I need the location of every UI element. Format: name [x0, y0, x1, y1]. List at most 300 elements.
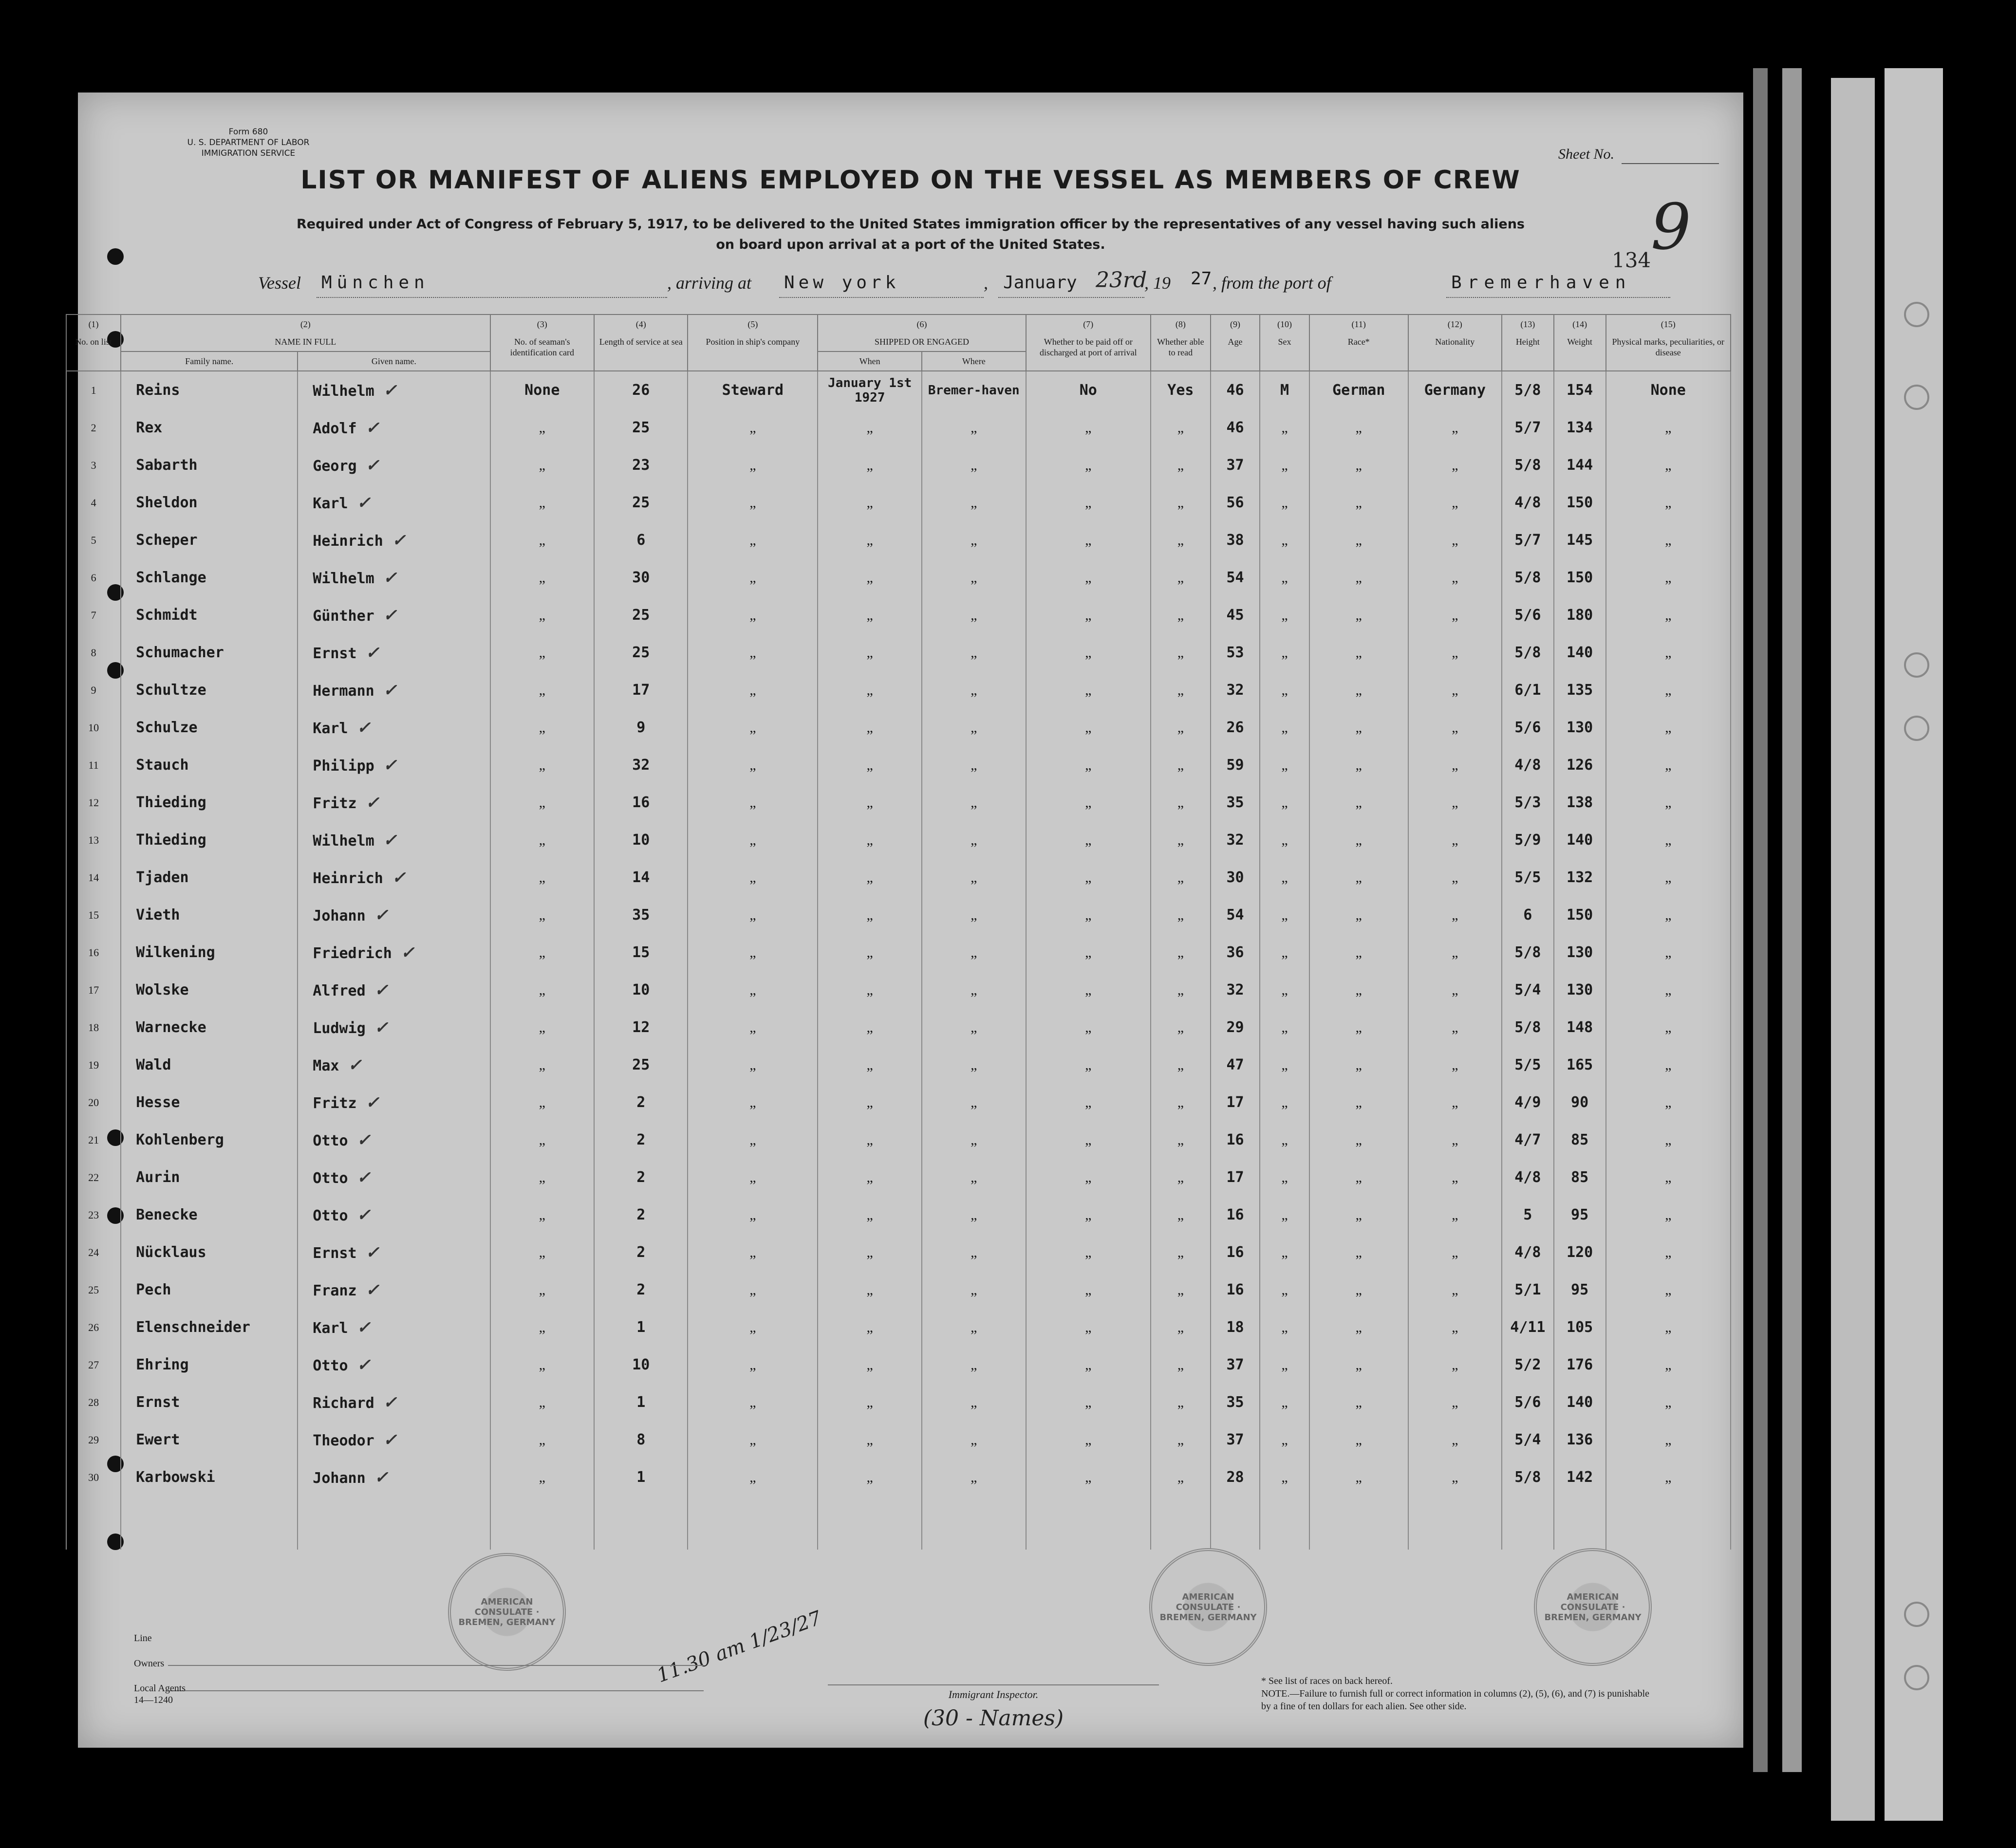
- age: 32: [1211, 971, 1260, 1009]
- col-header-card: (3) No. of seaman's identification card: [490, 314, 595, 371]
- row-number: 5: [66, 521, 121, 559]
- able-to-read: Yes: [1151, 371, 1211, 409]
- subtitle-line-1: Required under Act of Congress of February 5, 1917, to be delivered to the United States immigration officer by the representatives of any vessel having such aliens: [296, 217, 1525, 232]
- service-length: 16: [594, 784, 688, 821]
- physical-marks: „: [1606, 521, 1731, 559]
- given-name: [298, 1384, 490, 1421]
- sex: „: [1260, 1421, 1309, 1459]
- service-length: 2: [594, 1159, 688, 1196]
- paid-off: „: [1026, 1009, 1151, 1046]
- physical-marks: „: [1606, 821, 1731, 859]
- table-row: [66, 1159, 1731, 1196]
- id-card: „: [490, 1421, 595, 1459]
- row-number: 7: [66, 596, 121, 634]
- race: „: [1309, 1196, 1408, 1234]
- id-card: „: [490, 484, 595, 521]
- height: 5/1: [1502, 1271, 1554, 1309]
- punch-hole: [107, 248, 124, 265]
- physical-marks: „: [1606, 971, 1731, 1009]
- physical-marks: „: [1606, 671, 1731, 709]
- age: 35: [1211, 784, 1260, 821]
- physical-marks: „: [1606, 746, 1731, 784]
- table-row: [66, 746, 1731, 784]
- shipped-where: „: [922, 1384, 1026, 1421]
- id-card: „: [490, 934, 595, 971]
- blank-cell: [298, 1496, 490, 1550]
- col-header-name: (2) NAME IN FULL: [121, 314, 490, 351]
- weight: 140: [1554, 634, 1606, 671]
- inspector-signature-line: [828, 1684, 1159, 1731]
- weight: 130: [1554, 971, 1606, 1009]
- id-card: „: [490, 446, 595, 484]
- nationality: „: [1408, 634, 1502, 671]
- row-number: 22: [66, 1159, 121, 1196]
- age: 37: [1211, 1346, 1260, 1384]
- blank-row: [66, 1496, 1731, 1550]
- physical-marks: „: [1606, 409, 1731, 446]
- age: 59: [1211, 746, 1260, 784]
- nationality: „: [1408, 934, 1502, 971]
- paid-off: „: [1026, 1309, 1151, 1346]
- given-name-text: Alfred: [313, 982, 366, 999]
- service-length: 9: [594, 709, 688, 746]
- sex: „: [1260, 484, 1309, 521]
- physical-marks: „: [1606, 1459, 1731, 1496]
- sex: „: [1260, 1196, 1309, 1234]
- position: „: [688, 784, 818, 821]
- family-name: Pech: [121, 1271, 298, 1309]
- id-card: „: [490, 1459, 595, 1496]
- position: „: [688, 446, 818, 484]
- shipped-where: „: [922, 1196, 1026, 1234]
- family-name: Thieding: [121, 784, 298, 821]
- given-name: [298, 1346, 490, 1384]
- given-name: [298, 1421, 490, 1459]
- row-number: 9: [66, 671, 121, 709]
- height: 4/7: [1502, 1121, 1554, 1159]
- department-name: U. S. DEPARTMENT OF LABOR: [187, 138, 310, 148]
- given-name-text: Hermann: [313, 682, 374, 700]
- given-name-text: Otto: [313, 1207, 348, 1224]
- row-number: 28: [66, 1384, 121, 1421]
- service-length: 10: [594, 971, 688, 1009]
- given-name: [298, 1046, 490, 1084]
- race: „: [1309, 709, 1408, 746]
- shipped-when: January 1st 1927: [818, 371, 922, 409]
- race: „: [1309, 1421, 1408, 1459]
- blank-cell: [1554, 1496, 1606, 1550]
- weight: 95: [1554, 1196, 1606, 1234]
- nationality: „: [1408, 784, 1502, 821]
- physical-marks: „: [1606, 1009, 1731, 1046]
- shipped-when: „: [818, 709, 922, 746]
- given-name-text: Wilhelm: [313, 832, 374, 850]
- row-number: 10: [66, 709, 121, 746]
- paid-off: „: [1026, 596, 1151, 634]
- sex: „: [1260, 446, 1309, 484]
- family-name: Nücklaus: [121, 1234, 298, 1271]
- height: 5/6: [1502, 596, 1554, 634]
- table-row: [66, 1234, 1731, 1271]
- id-card: None: [490, 371, 595, 409]
- position: „: [688, 1459, 818, 1496]
- row-number: 19: [66, 1046, 121, 1084]
- given-name-text: Max: [313, 1057, 339, 1074]
- arrival-date-line: [998, 297, 1144, 298]
- binder-ring: [1904, 1665, 1929, 1690]
- service-length: 1: [594, 1384, 688, 1421]
- physical-marks: „: [1606, 559, 1731, 596]
- table-row: [66, 1459, 1731, 1496]
- given-name: [298, 784, 490, 821]
- family-name: Thieding: [121, 821, 298, 859]
- table-row: [66, 671, 1731, 709]
- row-number: 15: [66, 896, 121, 934]
- service-name: IMMIGRATION SERVICE: [201, 148, 296, 158]
- weight: 176: [1554, 1346, 1606, 1384]
- shipped-when: „: [818, 1121, 922, 1159]
- check-mark: ✓: [365, 1092, 380, 1112]
- row-number: 27: [66, 1346, 121, 1384]
- nationality: „: [1408, 1421, 1502, 1459]
- service-length: 1: [594, 1459, 688, 1496]
- shipped-when: „: [818, 821, 922, 859]
- race: „: [1309, 1271, 1408, 1309]
- footer-labels: [134, 1626, 670, 1706]
- blank-cell: [1151, 1496, 1211, 1550]
- given-name: [298, 409, 490, 446]
- blank-cell: [1211, 1496, 1260, 1550]
- table-row: [66, 1271, 1731, 1309]
- sex: „: [1260, 1084, 1309, 1121]
- arriving-port-line: [779, 297, 984, 298]
- check-mark: ✓: [383, 1392, 397, 1412]
- age: 54: [1211, 559, 1260, 596]
- row-number: 6: [66, 559, 121, 596]
- height: 5/4: [1502, 1421, 1554, 1459]
- race: „: [1309, 934, 1408, 971]
- paid-off: „: [1026, 409, 1151, 446]
- position: „: [688, 1309, 818, 1346]
- given-name: [298, 1009, 490, 1046]
- check-mark: ✓: [383, 830, 397, 850]
- check-mark: ✓: [383, 605, 397, 625]
- physical-marks: „: [1606, 859, 1731, 896]
- nationality: „: [1408, 859, 1502, 896]
- height: 5/6: [1502, 709, 1554, 746]
- physical-marks: „: [1606, 784, 1731, 821]
- table-row: [66, 1009, 1731, 1046]
- table-row: [66, 559, 1731, 596]
- shipped-when: „: [818, 1271, 922, 1309]
- service-length: 10: [594, 821, 688, 859]
- shipped-where: „: [922, 1421, 1026, 1459]
- col-header-shipped: (6) SHIPPED OR ENGAGED: [818, 314, 1026, 351]
- given-name-text: Ludwig: [313, 1019, 366, 1037]
- nationality: „: [1408, 896, 1502, 934]
- paid-off: „: [1026, 1196, 1151, 1234]
- check-mark: ✓: [356, 718, 371, 738]
- year-prefix: , 19: [1144, 273, 1171, 293]
- position: „: [688, 821, 818, 859]
- sex: „: [1260, 671, 1309, 709]
- vessel-name: München: [321, 273, 429, 293]
- service-length: 2: [594, 1234, 688, 1271]
- given-name: [298, 709, 490, 746]
- given-name: [298, 1271, 490, 1309]
- age: 54: [1211, 896, 1260, 934]
- check-mark: ✓: [374, 905, 389, 925]
- row-number: 4: [66, 484, 121, 521]
- position: „: [688, 1159, 818, 1196]
- row-number: 3: [66, 446, 121, 484]
- able-to-read: „: [1151, 1309, 1211, 1346]
- nationality: „: [1408, 1121, 1502, 1159]
- nationality: „: [1408, 1046, 1502, 1084]
- table-row: [66, 1384, 1731, 1421]
- weight: 150: [1554, 484, 1606, 521]
- given-name-text: Heinrich: [313, 532, 383, 550]
- position: „: [688, 1046, 818, 1084]
- given-name-text: Fritz: [313, 1094, 357, 1112]
- table-row: [66, 1421, 1731, 1459]
- given-name: [298, 971, 490, 1009]
- height: 6/1: [1502, 671, 1554, 709]
- vessel-info-row: [258, 268, 1670, 302]
- col-header-sex: (10) Sex: [1260, 314, 1309, 371]
- id-card: „: [490, 821, 595, 859]
- given-name: [298, 821, 490, 859]
- shipped-where: „: [922, 1159, 1026, 1196]
- paid-off: „: [1026, 746, 1151, 784]
- shipped-where: „: [922, 1084, 1026, 1121]
- form-number: Form 680: [228, 127, 268, 137]
- weight: 132: [1554, 859, 1606, 896]
- blank-cell: [1026, 1496, 1151, 1550]
- sex: „: [1260, 1459, 1309, 1496]
- race: „: [1309, 1309, 1408, 1346]
- given-name-text: Ernst: [313, 1244, 357, 1262]
- check-mark: ✓: [374, 1017, 389, 1037]
- paid-off: „: [1026, 821, 1151, 859]
- weight: 148: [1554, 1009, 1606, 1046]
- paid-off: „: [1026, 1234, 1151, 1271]
- height: 5/7: [1502, 409, 1554, 446]
- given-name-text: Georg: [313, 457, 357, 475]
- footer-agents-row: [134, 1682, 670, 1706]
- id-card: „: [490, 746, 595, 784]
- service-length: 32: [594, 746, 688, 784]
- given-name-text: Karl: [313, 1319, 348, 1337]
- height: 5/4: [1502, 971, 1554, 1009]
- physical-marks: „: [1606, 709, 1731, 746]
- able-to-read: „: [1151, 1121, 1211, 1159]
- weight: 95: [1554, 1271, 1606, 1309]
- position: „: [688, 971, 818, 1009]
- sex: „: [1260, 596, 1309, 634]
- race: „: [1309, 446, 1408, 484]
- able-to-read: „: [1151, 859, 1211, 896]
- check-mark: ✓: [392, 530, 406, 550]
- age: 16: [1211, 1271, 1260, 1309]
- table-row: [66, 446, 1731, 484]
- height: 5/8: [1502, 634, 1554, 671]
- weight: 145: [1554, 521, 1606, 559]
- id-card: „: [490, 784, 595, 821]
- service-length: 12: [594, 1009, 688, 1046]
- given-name-text: Otto: [313, 1169, 348, 1187]
- page-edge-strip: [1782, 68, 1802, 1772]
- consulate-seal: AMERICAN CONSULATE · BREMEN, GERMANY: [1149, 1548, 1267, 1666]
- id-card: „: [490, 1196, 595, 1234]
- nationality: „: [1408, 1459, 1502, 1496]
- nationality: „: [1408, 1234, 1502, 1271]
- row-number: 16: [66, 934, 121, 971]
- nationality: „: [1408, 1271, 1502, 1309]
- family-name: Wald: [121, 1046, 298, 1084]
- position: „: [688, 634, 818, 671]
- height: 5/2: [1502, 1346, 1554, 1384]
- col-header-weight: (14) Weight: [1554, 314, 1606, 371]
- family-name: Schulze: [121, 709, 298, 746]
- given-name: [298, 634, 490, 671]
- sex: „: [1260, 821, 1309, 859]
- id-card: „: [490, 859, 595, 896]
- race: „: [1309, 521, 1408, 559]
- check-mark: ✓: [365, 1280, 380, 1300]
- service-length: 26: [594, 371, 688, 409]
- table-row: [66, 1046, 1731, 1084]
- shipped-where: „: [922, 634, 1026, 671]
- service-length: 14: [594, 859, 688, 896]
- check-mark: ✓: [356, 1167, 371, 1187]
- given-name-text: Günther: [313, 607, 374, 625]
- binder-ring: [1904, 302, 1929, 327]
- nationality: Germany: [1408, 371, 1502, 409]
- height: 4/8: [1502, 746, 1554, 784]
- footer-line-row: [134, 1626, 670, 1651]
- shipped-where: „: [922, 1346, 1026, 1384]
- family-name: Schultze: [121, 671, 298, 709]
- race: „: [1309, 634, 1408, 671]
- row-number: 23: [66, 1196, 121, 1234]
- sheet-number-handwritten: 9: [1651, 190, 1691, 264]
- race: „: [1309, 1384, 1408, 1421]
- sex: „: [1260, 1271, 1309, 1309]
- sex: „: [1260, 559, 1309, 596]
- shipped-when: „: [818, 896, 922, 934]
- arriving-label: , arriving at: [667, 273, 752, 293]
- able-to-read: „: [1151, 1046, 1211, 1084]
- table-row: [66, 1346, 1731, 1384]
- position: Steward: [688, 371, 818, 409]
- sex: „: [1260, 971, 1309, 1009]
- shipped-where: „: [922, 596, 1026, 634]
- position: „: [688, 671, 818, 709]
- height: 6: [1502, 896, 1554, 934]
- row-number: 17: [66, 971, 121, 1009]
- row-number: 24: [66, 1234, 121, 1271]
- race: „: [1309, 671, 1408, 709]
- weight: 144: [1554, 446, 1606, 484]
- age: 18: [1211, 1309, 1260, 1346]
- height: 5/7: [1502, 521, 1554, 559]
- check-mark: ✓: [356, 493, 371, 513]
- page-number: 134: [1612, 248, 1651, 272]
- check-mark: ✓: [356, 1355, 371, 1375]
- check-mark: ✓: [374, 1467, 389, 1487]
- height: 4/8: [1502, 1234, 1554, 1271]
- table-row: [66, 859, 1731, 896]
- race: „: [1309, 1046, 1408, 1084]
- row-number: 12: [66, 784, 121, 821]
- family-name: Wilkening: [121, 934, 298, 971]
- given-name: [298, 371, 490, 409]
- height: 5/8: [1502, 446, 1554, 484]
- paid-off: „: [1026, 1459, 1151, 1496]
- sheet-number-line: [1622, 163, 1719, 164]
- age: 30: [1211, 859, 1260, 896]
- service-length: 15: [594, 934, 688, 971]
- col-header-position: (5) Position in ship's company: [688, 314, 818, 371]
- sex: „: [1260, 1384, 1309, 1421]
- shipped-where: „: [922, 409, 1026, 446]
- race: „: [1309, 1346, 1408, 1384]
- row-number: 26: [66, 1309, 121, 1346]
- shipped-where: „: [922, 446, 1026, 484]
- family-name: Elenschneider: [121, 1309, 298, 1346]
- id-card: „: [490, 521, 595, 559]
- check-mark: ✓: [383, 380, 397, 400]
- shipped-when: „: [818, 671, 922, 709]
- table-row: [66, 971, 1731, 1009]
- paid-off: „: [1026, 1046, 1151, 1084]
- weight: 126: [1554, 746, 1606, 784]
- check-mark: ✓: [356, 1317, 371, 1337]
- given-name-text: Karl: [313, 720, 348, 737]
- position: „: [688, 409, 818, 446]
- blank-cell: [1309, 1496, 1408, 1550]
- table-row: [66, 934, 1731, 971]
- service-length: 25: [594, 409, 688, 446]
- service-length: 25: [594, 596, 688, 634]
- nationality: „: [1408, 971, 1502, 1009]
- shipped-when: „: [818, 634, 922, 671]
- id-card: „: [490, 896, 595, 934]
- id-card: „: [490, 709, 595, 746]
- check-mark: ✓: [383, 1430, 397, 1450]
- check-mark: ✓: [348, 1055, 362, 1075]
- height: 5/5: [1502, 859, 1554, 896]
- col-header-where: Where: [922, 351, 1026, 371]
- nationality: „: [1408, 1346, 1502, 1384]
- age: 45: [1211, 596, 1260, 634]
- shipped-when: „: [818, 1009, 922, 1046]
- table-row: [66, 371, 1731, 409]
- form-code: 14—1240: [134, 1695, 173, 1705]
- id-card: „: [490, 971, 595, 1009]
- nationality: „: [1408, 1384, 1502, 1421]
- col-header-race: (11) Race*: [1309, 314, 1408, 371]
- sex: „: [1260, 409, 1309, 446]
- footer-notes: [1261, 1675, 1661, 1713]
- crew-manifest-table: [66, 314, 1731, 1550]
- check-mark: ✓: [400, 942, 415, 962]
- position: „: [688, 559, 818, 596]
- shipped-where: „: [922, 859, 1026, 896]
- inspector-label: Immigrant Inspector.: [948, 1688, 1039, 1700]
- shipped-where: „: [922, 1009, 1026, 1046]
